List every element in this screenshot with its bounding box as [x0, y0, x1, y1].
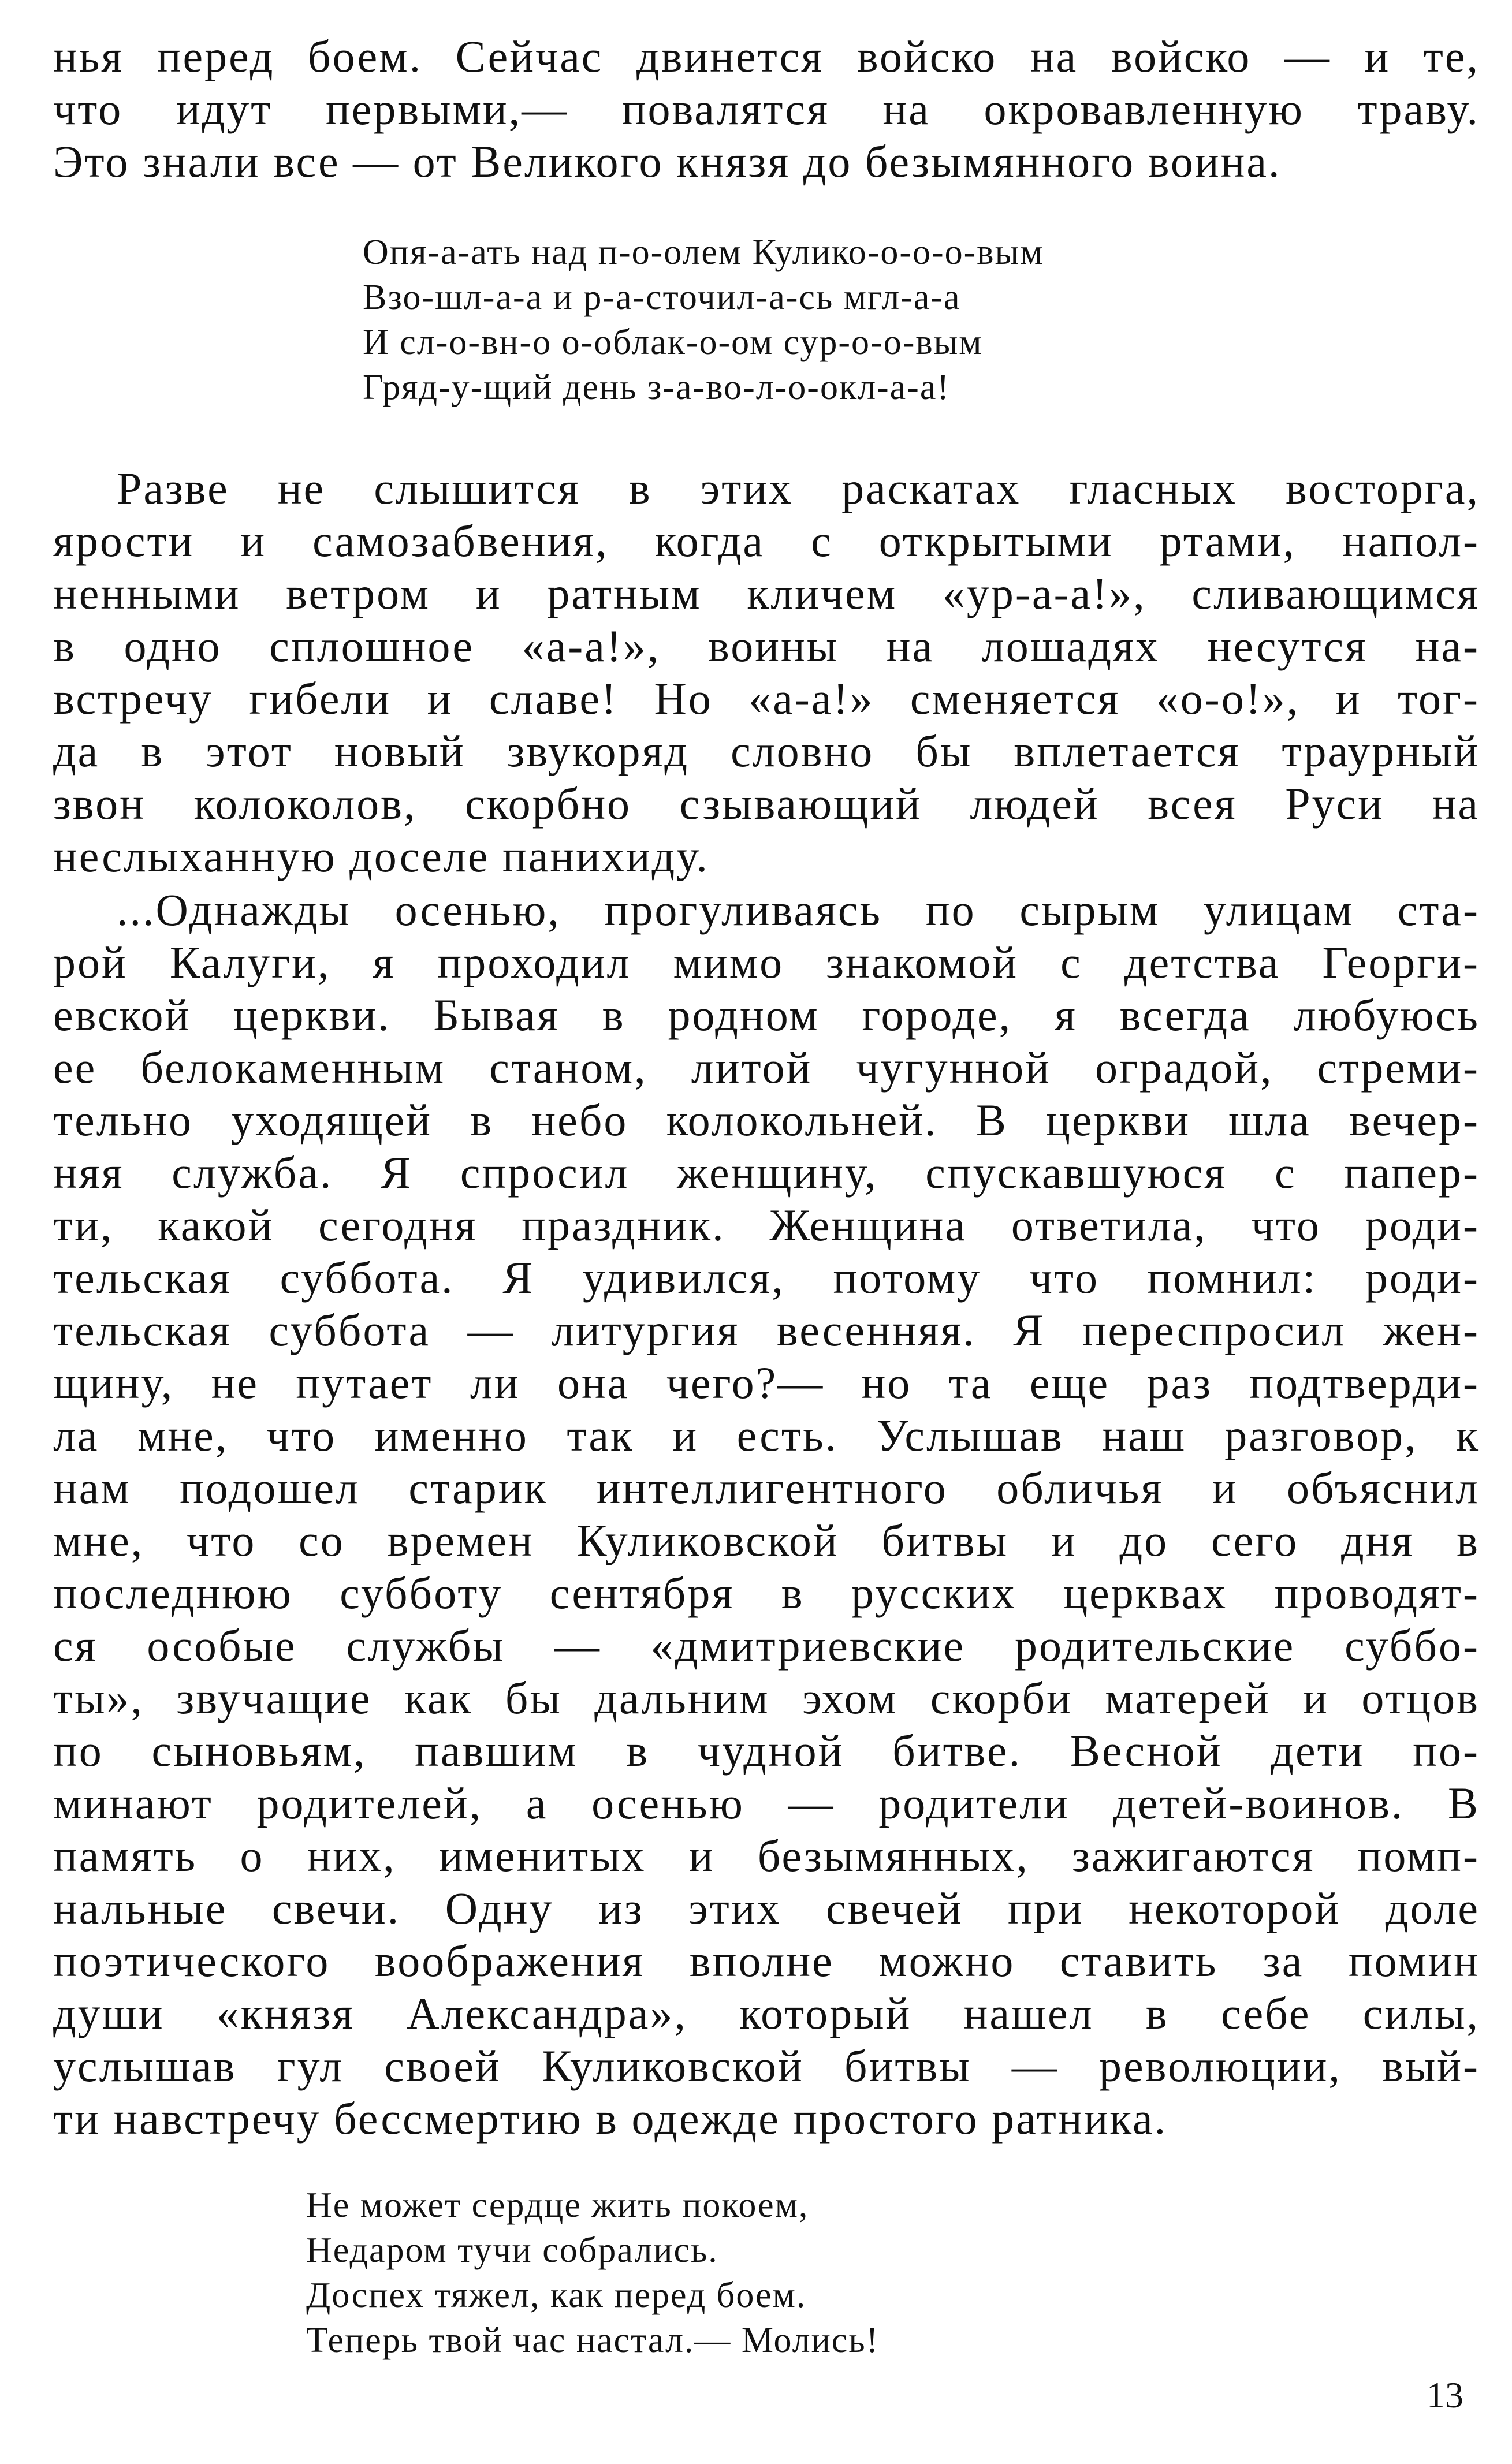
text-line: души «князя Александра», который нашел в себе силы, — [53, 1988, 1480, 2038]
text-line: звон колоколов, скорбно сзывающий людей всея Руси на — [53, 778, 1480, 829]
page-number: 13 — [1427, 2374, 1463, 2415]
verse-line: Гряд-у-щий день з-а-во-л-о-окл-а-а! — [363, 368, 950, 407]
text-line: нальные свечи. Одну из этих свечей при некоторой доле — [53, 1883, 1480, 1933]
text-line: Разве не слышится в этих раскатах гласных восторга, — [117, 463, 1480, 513]
text-line: ненными ветром и ратным кличем «ур-а-а!», сливающимся — [53, 568, 1480, 618]
text-line: память о них, именитых и безымянных, зажигаются помп- — [53, 1831, 1480, 1881]
text-line: ...Однажды осенью, прогуливаясь по сырым улицам ста- — [117, 885, 1480, 935]
text-line: ее белокаменным станом, литой чугунной оградой, стреми- — [53, 1042, 1480, 1093]
text-line: ярости и самозабвения, когда с открытыми ртами, напол- — [53, 516, 1480, 566]
text-line: встречу гибели и славе! Но «а-а!» сменяется «о-о!», и тог- — [53, 673, 1480, 724]
text-line: в одно сплошное «а-а!», воины на лошадях несутся на- — [53, 621, 1480, 671]
text-line: минают родителей, а осенью — родители детей-воинов. В — [53, 1778, 1480, 1828]
text-line: последнюю субботу сентября в русских церквах проводят- — [53, 1568, 1480, 1618]
verse-kulikovo — [363, 230, 1044, 410]
text-line: да в этот новый звукоряд словно бы вплетается траурный — [53, 726, 1480, 776]
text-line: ти, какой сегодня праздник. Женщина ответила, что роди- — [53, 1200, 1480, 1250]
verse-line: Не может сердце жить покоем, — [306, 2186, 809, 2225]
text-line: по сыновьям, павшим в чудной битве. Весной дети по- — [53, 1725, 1480, 1776]
paragraph-kaluga — [53, 884, 1480, 2145]
text-line: нам подошел старик интеллигентного обличья и объяснил — [53, 1463, 1480, 1513]
text-line: щину, не путает ли она чего?— но та еще раз подтверди- — [53, 1358, 1480, 1408]
text-line: ла мне, что именно так и есть. Услышав наш разговор, к — [53, 1410, 1480, 1460]
verse-line: Недаром тучи собрались. — [306, 2231, 718, 2270]
text-line: тельно уходящей в небо колокольней. В церкви шла вечер- — [53, 1095, 1480, 1145]
text-line: мне, что со времен Куликовской битвы и до сего дня в — [53, 1515, 1480, 1565]
text-line: тельская суббота — литургия весенняя. Я переспросил жен- — [53, 1305, 1480, 1355]
text-line: неслыханную доселе панихиду. — [53, 831, 709, 881]
text-line: ся особые службы — «дмитриевские родительские суббо- — [53, 1620, 1480, 1671]
paragraph-vowel-peals — [53, 462, 1480, 882]
verse-molis — [306, 2183, 879, 2363]
verse-line: Взо-шл-а-а и р-а-сточил-а-сь мгл-а-а — [363, 278, 961, 317]
paragraph-before-battle — [53, 30, 1480, 188]
text-line: услышав гул своей Куликовской битвы — революции, вый- — [53, 2041, 1480, 2091]
text-line: ти навстречу бессмертию в одежде простого ратника. — [53, 2093, 1168, 2144]
verse-line: Доспех тяжел, как перед боем. — [306, 2276, 807, 2315]
verse-line: Опя-а-ать над п-о-олем Кулико-о-о-о-вым — [363, 233, 1044, 272]
verse-line: И сл-о-вн-о о-облак-о-ом сур-о-о-вым — [363, 323, 983, 362]
text-line: что идут первыми,— повалятся на окровавленную траву. — [53, 84, 1480, 134]
text-line: нья перед боем. Сейчас двинется войско на войско — и те, — [53, 31, 1480, 81]
text-line: тельская суббота. Я удивился, потому что помнил: роди- — [53, 1252, 1480, 1303]
text-line: Это знали все — от Великого князя до безымянного воина. — [53, 136, 1282, 187]
verse-line: Теперь твой час настал.— Молись! — [306, 2321, 880, 2360]
text-line: няя служба. Я спросил женщину, спускавшуюся с папер- — [53, 1147, 1480, 1198]
text-line: ты», звучащие как бы дальним эхом скорби матерей и отцов — [53, 1673, 1480, 1723]
text-line: рой Калуги, я проходил мимо знакомой с детства Георги- — [53, 937, 1480, 987]
text-line: поэтического воображения вполне можно ставить за помин — [53, 1936, 1480, 1986]
text-line: евской церкви. Бывая в родном городе, я всегда любуюсь — [53, 990, 1480, 1040]
